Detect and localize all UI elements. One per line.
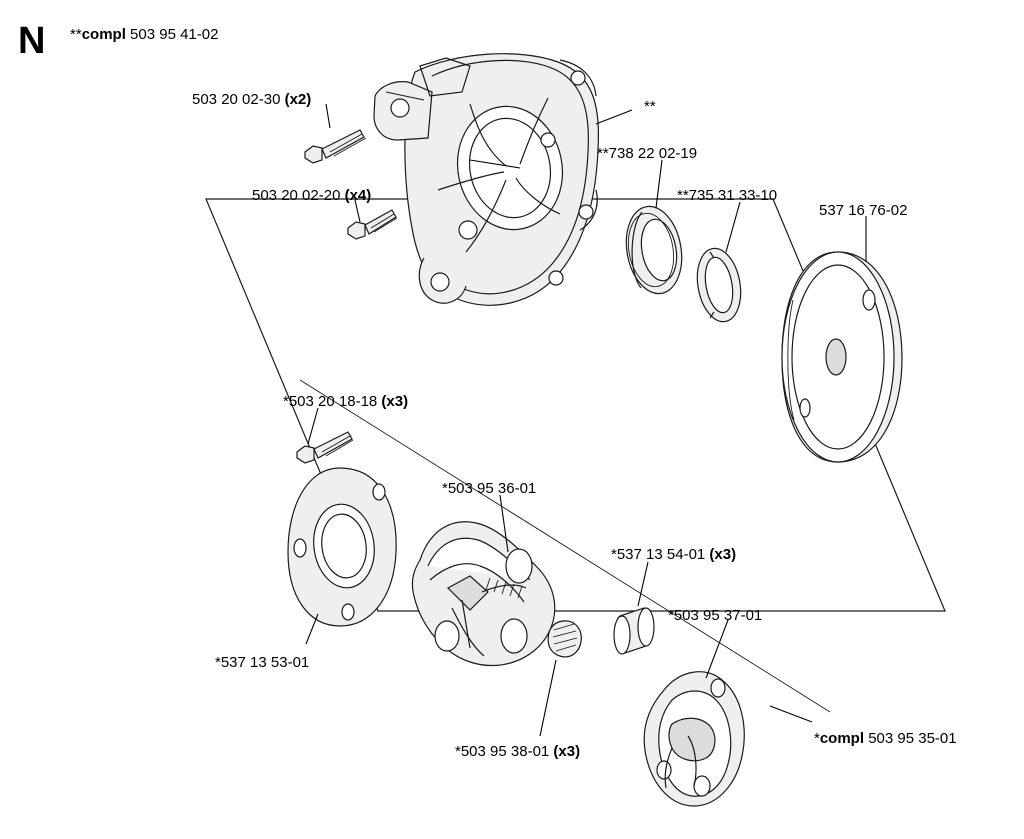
bolt-503-20-02-20 — [348, 210, 397, 239]
clutch-drum-537-16-76-02 — [782, 252, 902, 462]
part-qty-text: (x3) — [709, 546, 737, 563]
part-label-537-16-76-02 — [819, 203, 907, 218]
part-number-text: **738 22 02-19 — [597, 145, 698, 162]
part-number-text: 537 16 76-02 — [819, 202, 908, 219]
circlip-735-31-33-10 — [692, 245, 746, 325]
part-number-text: 503 20 02-30 — [192, 91, 281, 108]
part-qty-text: (x2) — [284, 91, 312, 108]
crankcase-housing — [374, 54, 598, 306]
part-number-text: *503 20 18-18 — [283, 393, 378, 410]
part-label-503-95-38-01 — [455, 744, 580, 759]
part-number-text: *503 95 36-01 — [442, 480, 537, 497]
part-label-503-95-37-01 — [668, 608, 762, 623]
footer-number: 503 95 35-01 — [868, 730, 957, 747]
spring-503-95-38-01 — [548, 621, 581, 657]
part-number-text: ** — [644, 98, 656, 115]
part-label-503-95-36-01 — [442, 481, 536, 496]
title-prefix: ** — [70, 26, 82, 43]
part-qty-text: (x3) — [381, 393, 409, 410]
roller-537-13-54-01 — [614, 608, 654, 654]
part-label-738-22-02-19 — [597, 146, 697, 161]
bolt-503-20-02-30 — [305, 130, 366, 163]
title-number: 503 95 41-02 — [130, 26, 219, 43]
part-label-asterisk-marker — [644, 99, 656, 114]
part-number-text: *537 13 54-01 — [611, 546, 706, 563]
footer-bold: compl — [819, 730, 865, 747]
part-number-text: 503 20 02-20 — [252, 187, 341, 204]
section-letter: N — [18, 20, 46, 62]
part-label-537-13-54-01 — [611, 547, 736, 562]
part-label-537-13-53-01 — [215, 655, 309, 670]
footer-prefix: * — [814, 730, 820, 747]
part-number-text: *537 13 53-01 — [215, 654, 310, 671]
diagram-title — [70, 26, 218, 43]
bearing-738-22-02-19 — [620, 202, 688, 298]
part-label-503-20-02-30 — [192, 92, 311, 107]
part-number-text: *503 95 37-01 — [668, 607, 763, 624]
part-number-text: **735 31 33-10 — [677, 187, 778, 204]
part-qty-text: (x4) — [344, 187, 372, 204]
plate-537-13-53-01 — [288, 468, 396, 626]
part-label-735-31-33-10 — [677, 188, 777, 203]
part-label-503-20-18-18 — [283, 394, 408, 409]
part-label-503-20-02-20 — [252, 188, 371, 203]
part-number-text: *503 95 38-01 — [455, 743, 550, 760]
title-bold: compl — [81, 26, 126, 43]
assembly-label-compl-503-95-35-01 — [814, 731, 957, 746]
part-qty-text: (x3) — [553, 743, 581, 760]
